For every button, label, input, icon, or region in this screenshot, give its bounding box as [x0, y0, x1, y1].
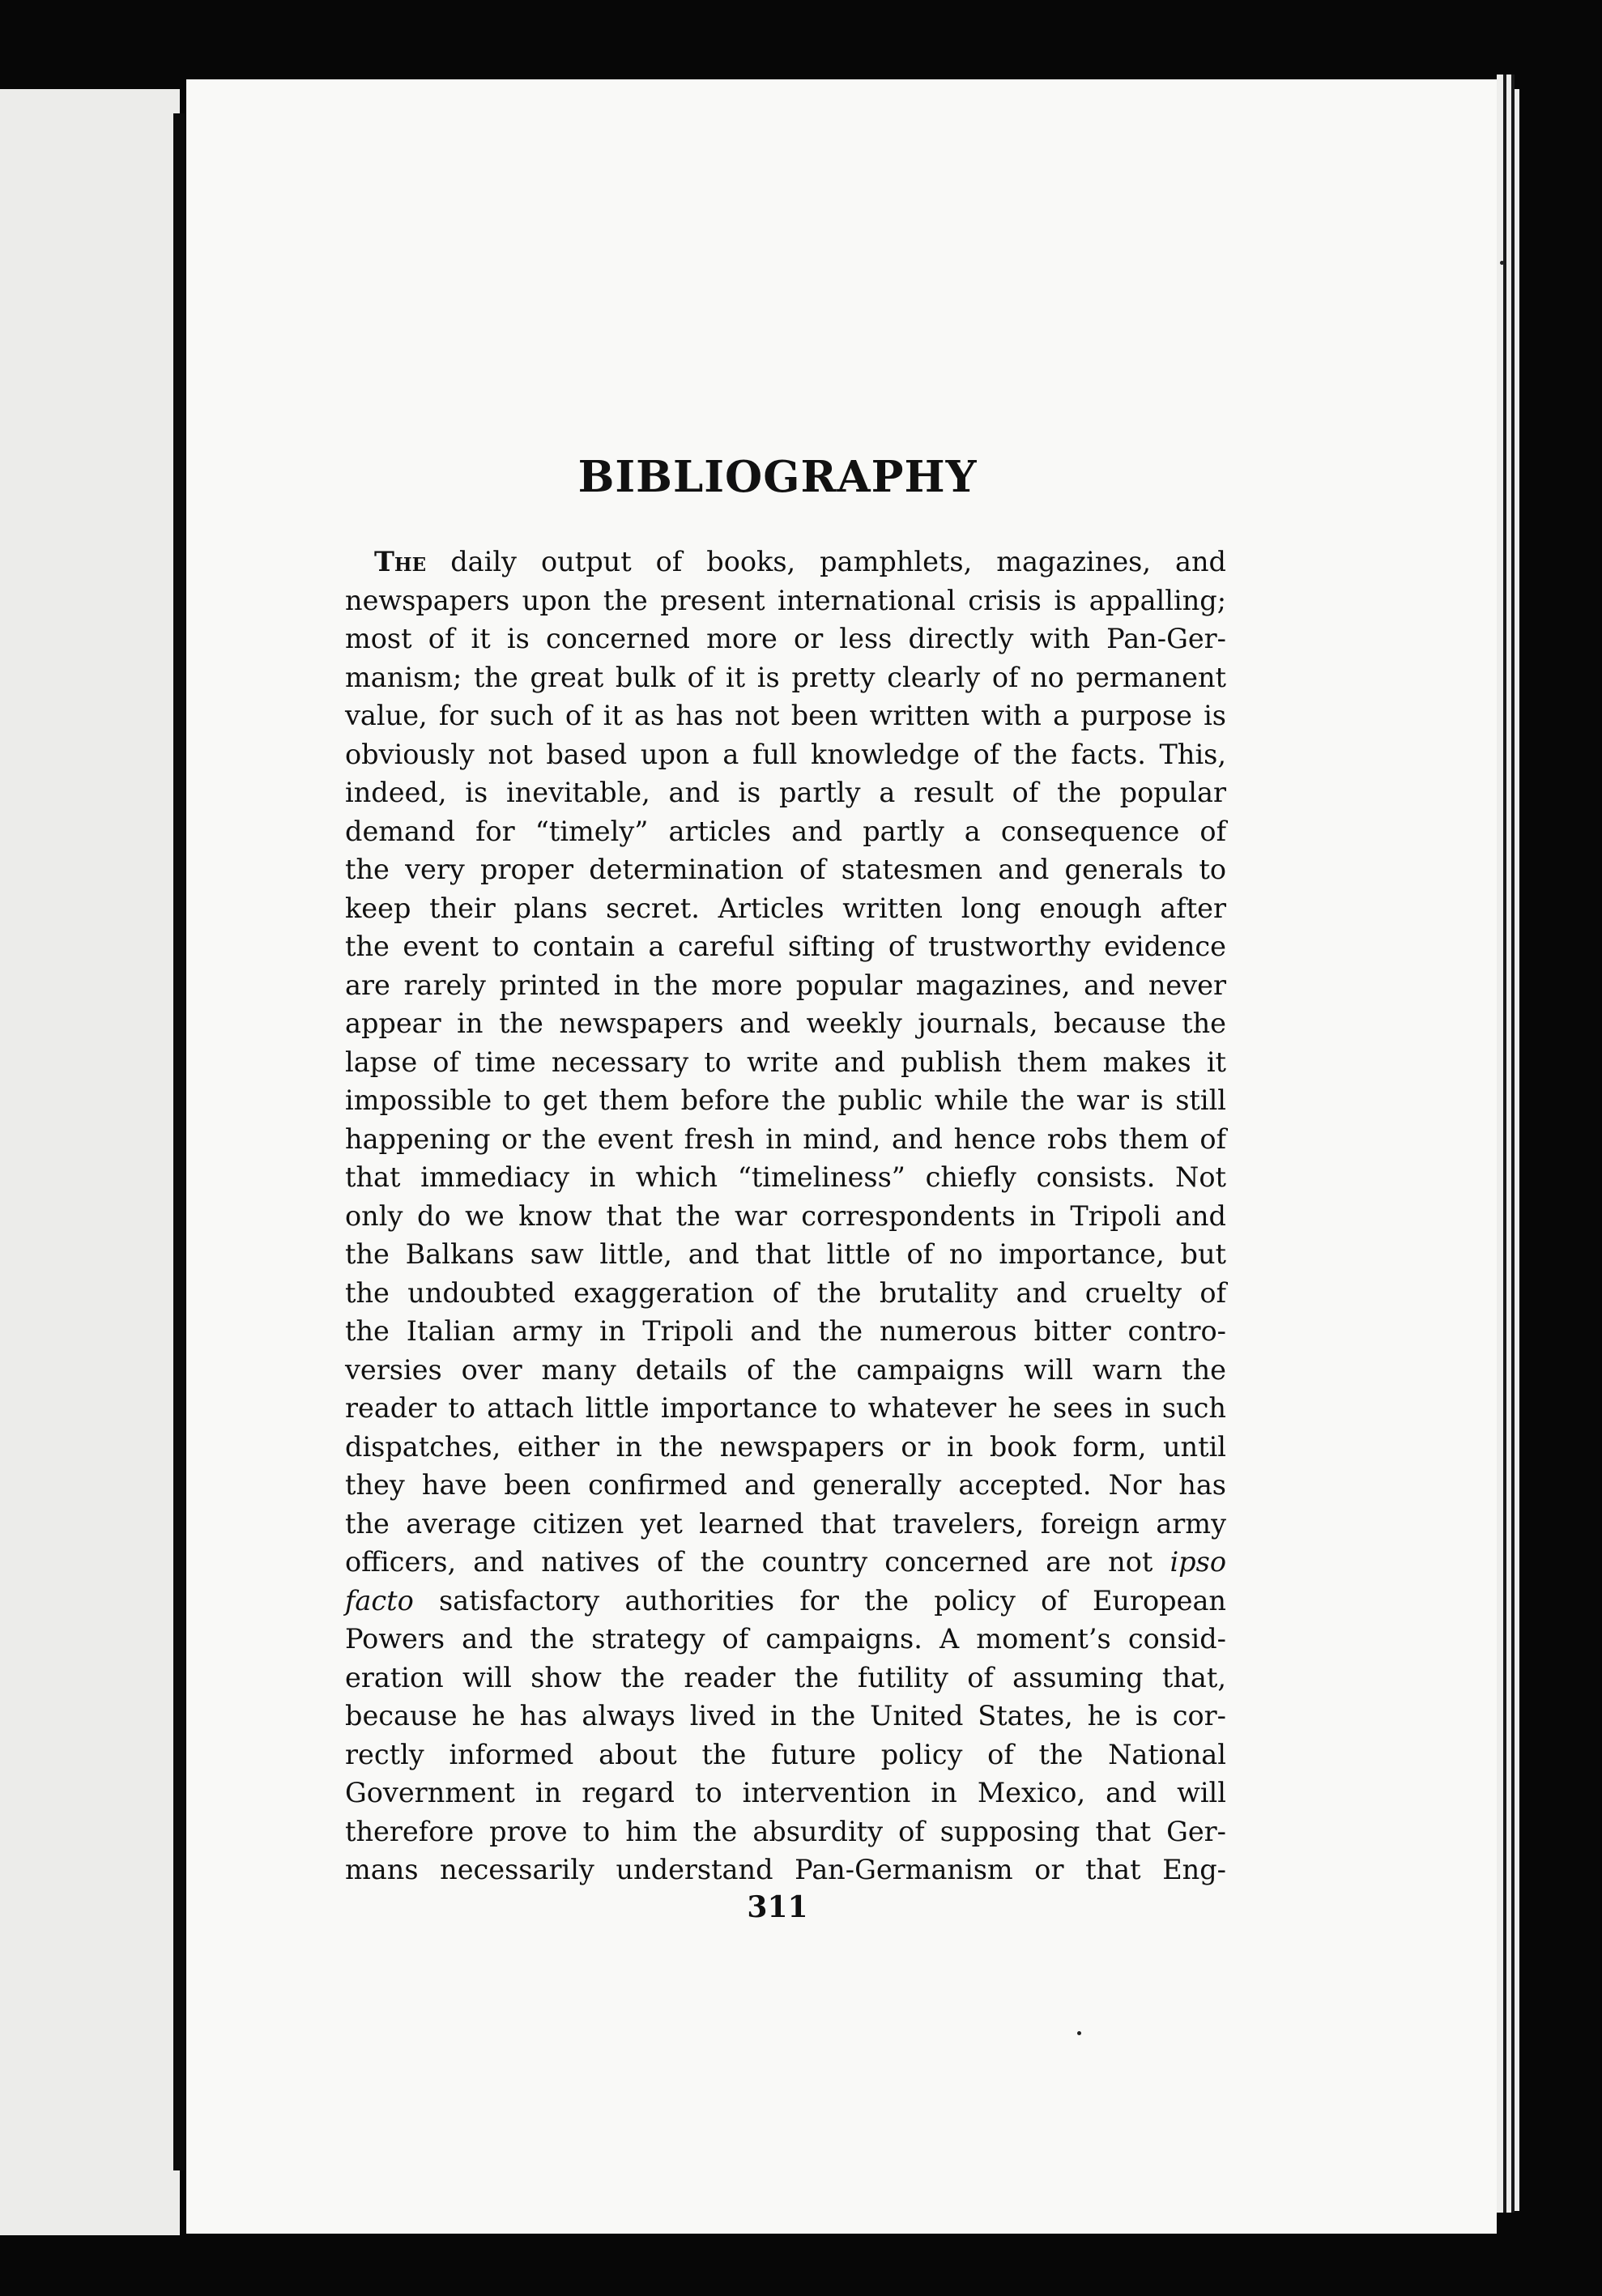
text-line: Government in regard to intervention in Mexico, and will — [345, 1777, 1226, 1808]
text-line: impossible to get them before the public while the war is still — [345, 1084, 1226, 1116]
text-line: dispatches, either in the newspapers or in book form, until — [345, 1430, 1226, 1463]
text-line: value, for such of it as has not been written with a purpose is — [345, 700, 1226, 731]
line-text: officers, and natives of the country concerned are not — [345, 1546, 1170, 1578]
text-line: newspapers upon the present international crisis is appalling; — [345, 584, 1226, 616]
scan-speck — [1500, 261, 1504, 265]
line-text: daily output of books, pamphlets, magazines, and — [426, 546, 1226, 577]
text-line: because he has always lived in the United States, he is cor- — [345, 1700, 1226, 1732]
lead-word: The — [374, 546, 427, 577]
text-line: happening or the event fresh in mind, and hence robs them of — [345, 1122, 1226, 1155]
page-edge — [1515, 89, 1519, 2211]
scan-speck — [1077, 2031, 1081, 2035]
text-line: lapse of time necessary to write and publish them makes it — [345, 1046, 1226, 1078]
text-line: the very proper determination of statesmen and generals to — [345, 854, 1226, 885]
text-line: manism; the great bulk of it is pretty clearly of no permanent — [345, 661, 1226, 693]
text-line: rectly informed about the future policy of the National — [345, 1738, 1226, 1770]
text-line: the event to contain a careful sifting of trustworthy evidence — [345, 931, 1226, 962]
page-number: 311 — [747, 1890, 808, 1924]
book-gutter — [173, 113, 185, 2170]
page-heading: BIBLIOGRAPHY — [577, 452, 978, 502]
text-line: that immediacy in which “timeliness” chiefly consists. Not — [345, 1161, 1226, 1193]
text-line: only do we know that the war correspondents in Tripoli and — [345, 1199, 1226, 1232]
text-line: obviously not based upon a full knowledge of the facts. This, — [345, 738, 1226, 770]
text-line: keep their plans secret. Articles written long enough after — [345, 892, 1226, 924]
facing-page-edge — [0, 89, 180, 2235]
text-line: appear in the newspapers and weekly journals, because the — [345, 1007, 1226, 1039]
text-line: the Balkans saw little, and that little of no importance, but — [345, 1238, 1226, 1270]
text-line: mans necessarily understand Pan-Germanism or that Eng- — [345, 1854, 1226, 1885]
line-text: satisfactory authorities for the policy of European — [413, 1584, 1226, 1617]
page-edge — [1497, 75, 1503, 2213]
text-line: most of it is concerned more or less directly with Pan-Ger- — [345, 623, 1226, 654]
text-line: are rarely printed in the more popular magazines, and never — [345, 969, 1226, 1001]
text-line: eration will show the reader the futility of assuming that, — [345, 1661, 1226, 1693]
text-line: demand for “timely” articles and partly a consequence of — [345, 815, 1226, 847]
text-line: versies over many details of the campaigns will warn the — [345, 1353, 1226, 1386]
italic-term: ipso — [1170, 1546, 1226, 1578]
text-line: they have been confirmed and generally accepted. Nor has — [345, 1469, 1226, 1501]
text-line — [345, 1582, 1226, 1621]
text-line — [345, 543, 1226, 581]
text-line: the Italian army in Tripoli and the numerous bitter contro- — [345, 1315, 1226, 1347]
text-line: therefore prove to him the absurdity of supposing that Ger- — [345, 1815, 1226, 1847]
text-line: Powers and the strategy of campaigns. A moment’s consid- — [345, 1623, 1226, 1655]
italic-term: facto — [345, 1584, 414, 1617]
body-paragraph — [345, 543, 1226, 1889]
text-line — [345, 1543, 1226, 1582]
text-line: the undoubted exaggeration of the brutality and cruelty of — [345, 1276, 1226, 1309]
text-line: reader to attach little importance to whatever he sees in such — [345, 1392, 1226, 1424]
text-line: indeed, is inevitable, and is partly a result of the popular — [345, 777, 1226, 808]
text-line: the average citizen yet learned that travelers, foreign army — [345, 1507, 1226, 1540]
